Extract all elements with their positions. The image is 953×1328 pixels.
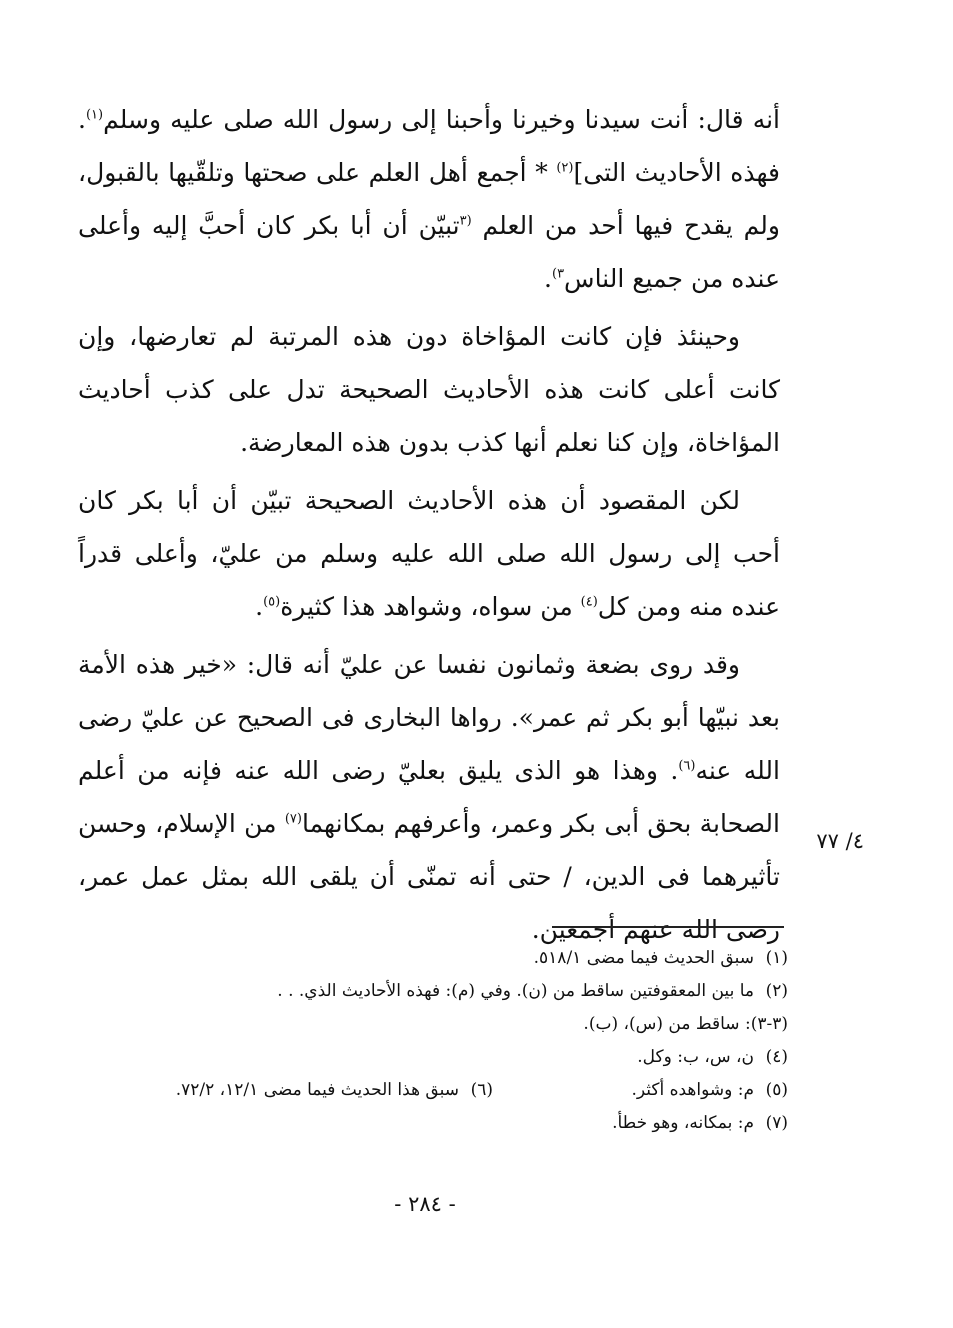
text-run: من سواه، وشواهد هذا كثيرة <box>280 592 581 621</box>
text-run: تبيّن أن أبا بكر كان أحبَّ إليه وأعلى عنده من جميع الناس <box>78 211 780 293</box>
footnote-marker: (٥) <box>263 594 281 610</box>
footnote-number: (٥) <box>765 1080 788 1100</box>
footnote-number: (٤) <box>765 1047 788 1067</box>
footnote-number: (٢) <box>765 981 788 1001</box>
footnote-marker: (٦) <box>678 758 696 774</box>
text-run: من الإسلام، وحسن تأثيرهما فى الدين، / حتى أنه تمنّى أن يلقى الله بمثل عمل عمر، رضى الله عنهم أجمعين. <box>78 809 780 944</box>
main-text <box>78 93 780 956</box>
text-run: وحينئذ فإن كانت المؤاخاة دون هذه المرتبة لم تعارضها، وإن كانت أعلى كانت هذه الأحاديث الصحيحة تدل على كذب أحاديث المؤاخاة، وإن كنا نعلم أنها كذب بدون هذه المعارضة. <box>78 322 780 457</box>
footnote-text: ن، س، ب: وكل. <box>637 1047 754 1067</box>
footnote-text: م: بمكانه، وهو خطأ. <box>612 1113 754 1133</box>
page-number: - ٢٨٤ - <box>394 1192 456 1216</box>
text-run: وقد روى بضعة وثمانون نفسا عن عليّ أنه قال: «خير هذه الأمة بعد نبيّها أبو بكر ثم عمر». رواها البخارى فى الصحيح عن عليّ رضى الله عنه <box>78 650 780 785</box>
footnote-marker: (٢) <box>556 160 574 176</box>
footnote-separator <box>552 926 784 928</box>
paragraph <box>78 474 780 633</box>
footnote-text: ما بين المعقوفتين ساقط من (ن). وفي (م): فهذه الأحاديث الذي. . . <box>277 981 754 1001</box>
footnote-1 <box>90 942 788 975</box>
paragraph <box>78 310 780 469</box>
footnote-marker: (١) <box>85 107 104 123</box>
footnotes <box>90 942 788 1140</box>
text-run: * أجمع أهل العلم على صحتها وتلقّيها بالقبول، ولم يقدح فيها أحد من العلم <box>78 158 780 240</box>
footnote-7 <box>90 1107 788 1140</box>
text-run: . وهذا هو الذى يليق بعليّ رضى الله عنه فإنه من أعلم الصحابة بحق أبى بكر وعمر، وأعرفهم بمكانهما <box>78 756 780 838</box>
footnote-marker: (٤) <box>580 594 598 610</box>
margin-reference: ٤/ ٧٧ <box>816 829 864 853</box>
footnote-number: (٦) <box>470 1080 493 1100</box>
footnote-3 <box>90 1008 788 1041</box>
footnote-6 <box>175 1074 493 1107</box>
paragraph <box>78 638 780 956</box>
footnote-text: م: وشواهده أكثر. <box>631 1080 754 1100</box>
text-run: أنه قال: أنت سيدنا وخيرنا وأحبنا إلى رسول الله صلى عليه وسلم <box>103 105 780 134</box>
footnote-number: (٧) <box>765 1113 788 1133</box>
footnote-number: (٣-٣) <box>750 1014 788 1034</box>
text-run: لكن المقصود أن هذه الأحاديث الصحيحة تبيّن أن أبا بكر كان أحب إلى رسول الله صلى الله عليه وسلم من عليّ، وأعلى قدراً عنده منه ومن كل <box>78 486 780 621</box>
footnote-number: (١) <box>765 948 788 968</box>
text-run: . <box>255 592 264 621</box>
footnote-4 <box>90 1041 788 1074</box>
text-run: . فهذه الأحاديث التى] <box>78 105 780 187</box>
footnote-text: : ساقط من (س)، (ب). <box>583 1014 751 1034</box>
footnote-marker: (٣ <box>459 213 472 229</box>
text-run: . <box>544 264 552 293</box>
footnote-2 <box>90 975 788 1008</box>
footnote-marker: ٣) <box>551 266 565 282</box>
footnote-5 <box>493 1074 788 1107</box>
footnote-text: سبق هذا الحديث فيما مضى ١٢/١، ٧٢/٢. <box>175 1080 459 1100</box>
paragraph <box>78 93 780 305</box>
footnote-text: سبق الحديث فيما مضى ٥١٨/١. <box>533 948 754 968</box>
footnote-pair <box>90 1074 788 1107</box>
footnote-marker: (٧) <box>284 811 302 827</box>
